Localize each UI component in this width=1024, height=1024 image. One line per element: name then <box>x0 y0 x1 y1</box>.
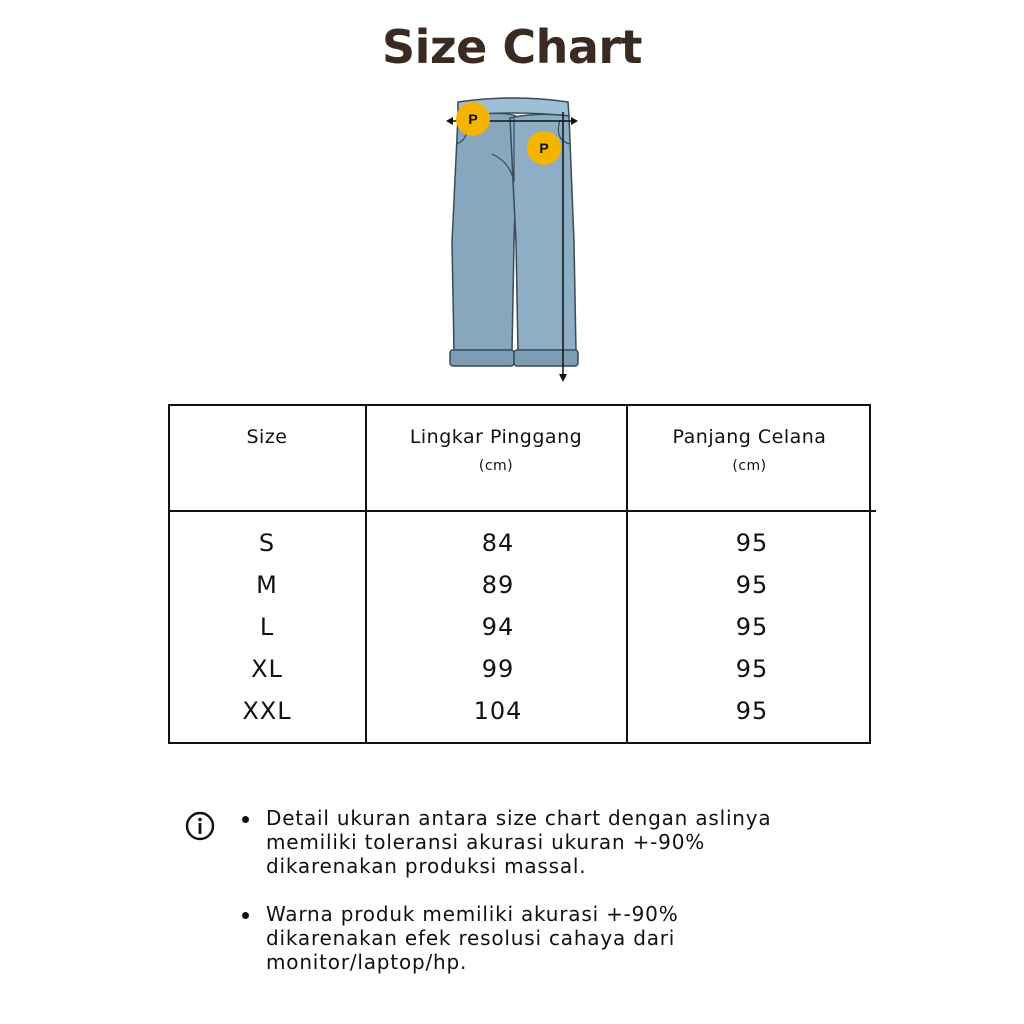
trousers-measurement-icon <box>436 92 586 384</box>
note-text: Detail ukuran antara size chart dengan aslinya memiliki toleransi akurasi ukuran +-90% dikarenakan produksi massal. <box>266 806 772 878</box>
waist-cell: 94 <box>481 613 515 641</box>
header-waist-unit: (cm) <box>478 458 514 474</box>
size-cell: S <box>258 529 276 557</box>
note-text: Warna produk memiliki akurasi +-90% dikarenakan efek resolusi cahaya dari monitor/laptop/hp. <box>266 902 679 974</box>
bullet-icon <box>242 912 249 919</box>
size-column <box>168 522 366 732</box>
length-cell: 95 <box>735 655 769 683</box>
header-divider <box>168 510 876 512</box>
info-icon <box>184 810 216 842</box>
length-column <box>628 522 876 732</box>
bullet-icon <box>242 816 249 823</box>
length-cell: 95 <box>735 613 769 641</box>
length-cell: 95 <box>735 529 769 557</box>
length-cell: 95 <box>735 571 769 599</box>
header-waist <box>366 426 626 474</box>
size-cell: M <box>256 571 278 599</box>
size-table <box>168 404 871 744</box>
size-cell: L <box>259 613 275 641</box>
header-waist-label: Lingkar Pinggang <box>409 426 583 448</box>
waist-column <box>366 522 630 732</box>
size-cell: XXL <box>242 697 292 725</box>
waist-cell: 84 <box>481 529 515 557</box>
waist-marker-label: P <box>468 111 478 127</box>
waist-cell: 99 <box>481 655 515 683</box>
size-cell: XL <box>251 655 283 683</box>
waist-cell: 104 <box>473 697 523 725</box>
header-length-unit: (cm) <box>732 458 767 474</box>
length-marker-label: P <box>539 140 549 156</box>
waist-cell: 89 <box>481 571 515 599</box>
page-title: Size Chart <box>381 20 643 74</box>
length-cell: 95 <box>735 697 769 725</box>
header-size-label: Size <box>246 426 288 448</box>
header-length-label: Panjang Celana <box>672 426 827 448</box>
header-length <box>628 426 871 474</box>
header-size <box>168 426 366 448</box>
